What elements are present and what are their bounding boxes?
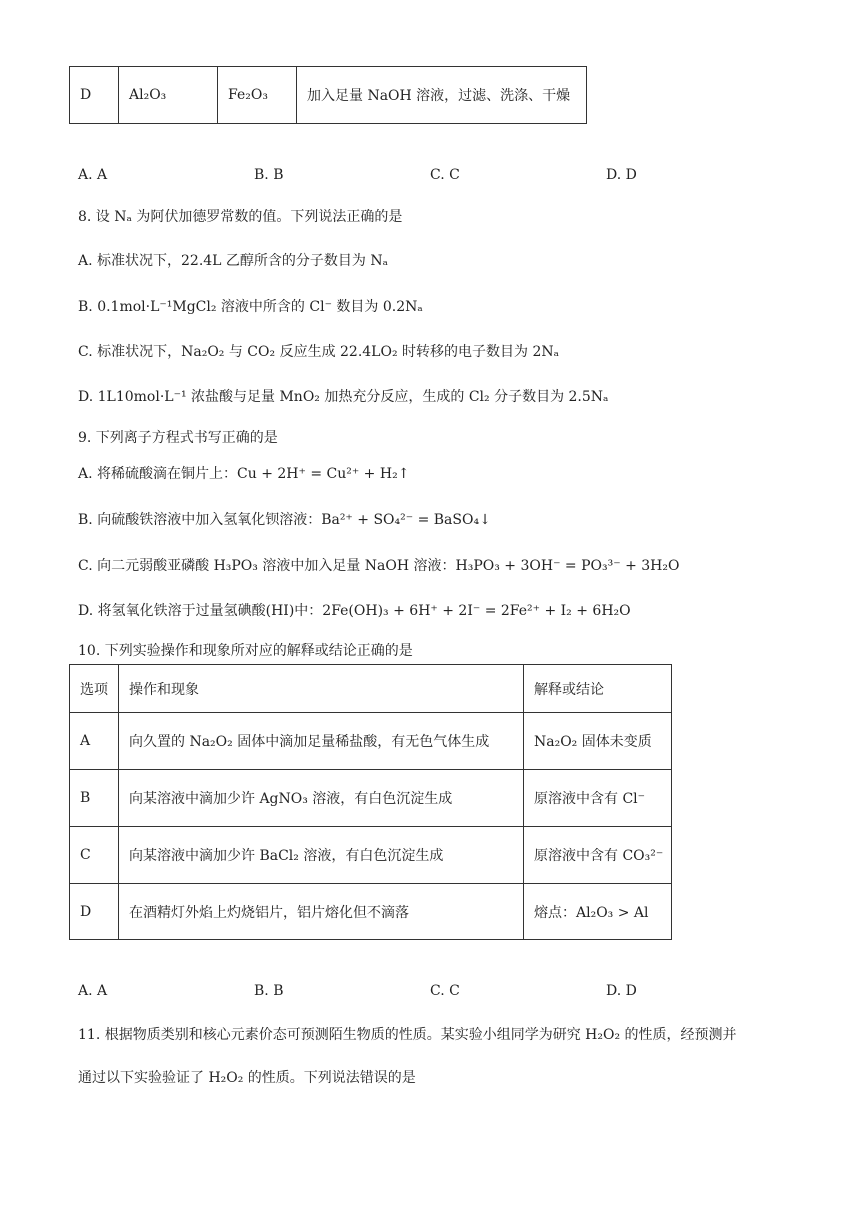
row-operation: 向某溶液中滴加少许 AgNO₃ 溶液，有白色沉淀生成 — [119, 770, 524, 827]
separation-table — [69, 66, 587, 124]
row-conclusion: Na₂O₂ 固体未变质 — [524, 713, 672, 770]
q8-option-b[interactable]: B. 0.1mol·L⁻¹MgCl₂ 溶液中所含的 Cl⁻ 数目为 0.2Nₐ — [78, 299, 423, 315]
table-row — [70, 884, 672, 940]
q8-option-d[interactable]: D. 1L10mol·L⁻¹ 浓盐酸与足量 MnO₂ 加热充分反应，生成的 Cl₂ 分子数目为 2.5Nₐ — [78, 389, 609, 405]
experiment-table — [69, 664, 672, 940]
row-operation: 向久置的 Na₂O₂ 固体中滴加足量稀盐酸，有无色气体生成 — [119, 713, 524, 770]
table-row — [70, 713, 672, 770]
row-label: A — [70, 713, 119, 770]
option-d[interactable]: D. D — [606, 167, 637, 183]
row-conclusion: 熔点：Al₂O₃ > Al — [524, 884, 672, 940]
option-b[interactable]: B. B — [254, 983, 284, 999]
row-label: D — [70, 884, 119, 940]
q9-option-d[interactable]: D. 将氢氧化铁溶于过量氢碘酸(HI)中：2Fe(OH)₃ + 6H⁺ + 2I⁻ = 2Fe²⁺ + I₂ + 6H₂O — [78, 603, 631, 619]
row-operation: 向某溶液中滴加少许 BaCl₂ 溶液，有白色沉淀生成 — [119, 827, 524, 884]
q8-stem: 8. 设 Nₐ 为阿伏加德罗常数的值。下列说法正确的是 — [78, 209, 403, 225]
option-b[interactable]: B. B — [254, 167, 284, 183]
q9-option-a[interactable]: A. 将稀硫酸滴在铜片上：Cu + 2H⁺ = Cu²⁺ + H₂↑ — [78, 466, 410, 482]
q9-stem: 9. 下列离子方程式书写正确的是 — [78, 430, 278, 446]
table-header-row — [70, 665, 672, 713]
q10-options — [78, 983, 778, 1001]
row-label: C — [70, 827, 119, 884]
table-row — [70, 770, 672, 827]
option-a[interactable]: A. A — [78, 167, 108, 183]
header-operation: 操作和现象 — [119, 665, 524, 713]
option-c[interactable]: C. C — [430, 983, 460, 999]
row-conclusion: 原溶液中含有 Cl⁻ — [524, 770, 672, 827]
table-cell: Al₂O₃ — [119, 67, 218, 124]
q8-option-c[interactable]: C. 标准状况下，Na₂O₂ 与 CO₂ 反应生成 22.4LO₂ 时转移的电子数目为 2Nₐ — [78, 344, 560, 360]
header-option: 选项 — [70, 665, 119, 713]
table-cell: 加入足量 NaOH 溶液，过滤、洗涤、干燥 — [297, 67, 587, 124]
q8-option-a[interactable]: A. 标准状况下，22.4L 乙醇所含的分子数目为 Nₐ — [78, 253, 389, 269]
q11-line-2: 通过以下实验验证了 H₂O₂ 的性质。下列说法错误的是 — [78, 1070, 416, 1086]
table-row — [70, 827, 672, 884]
option-d[interactable]: D. D — [606, 983, 637, 999]
option-c[interactable]: C. C — [430, 167, 460, 183]
table-row — [70, 67, 587, 124]
q10-stem: 10. 下列实验操作和现象所对应的解释或结论正确的是 — [78, 643, 413, 659]
table-cell: Fe₂O₃ — [218, 67, 297, 124]
row-operation: 在酒精灯外焰上灼烧铝片，铝片熔化但不滴落 — [119, 884, 524, 940]
q11-line-1: 11. 根据物质类别和核心元素价态可预测陌生物质的性质。某实验小组同学为研究 H₂O₂ 的性质，经预测并 — [78, 1027, 737, 1043]
row-conclusion: 原溶液中含有 CO₃²⁻ — [524, 827, 672, 884]
row-label: B — [70, 770, 119, 827]
table-cell: D — [70, 67, 119, 124]
q9-option-c[interactable]: C. 向二元弱酸亚磷酸 H₃PO₃ 溶液中加入足量 NaOH 溶液：H₃PO₃ + 3OH⁻ = PO₃³⁻ + 3H₂O — [78, 558, 680, 574]
header-conclusion: 解释或结论 — [524, 665, 672, 713]
q7-options — [78, 167, 778, 185]
q9-option-b[interactable]: B. 向硫酸铁溶液中加入氢氧化钡溶液：Ba²⁺ + SO₄²⁻ = BaSO₄↓ — [78, 512, 491, 528]
option-a[interactable]: A. A — [78, 983, 108, 999]
